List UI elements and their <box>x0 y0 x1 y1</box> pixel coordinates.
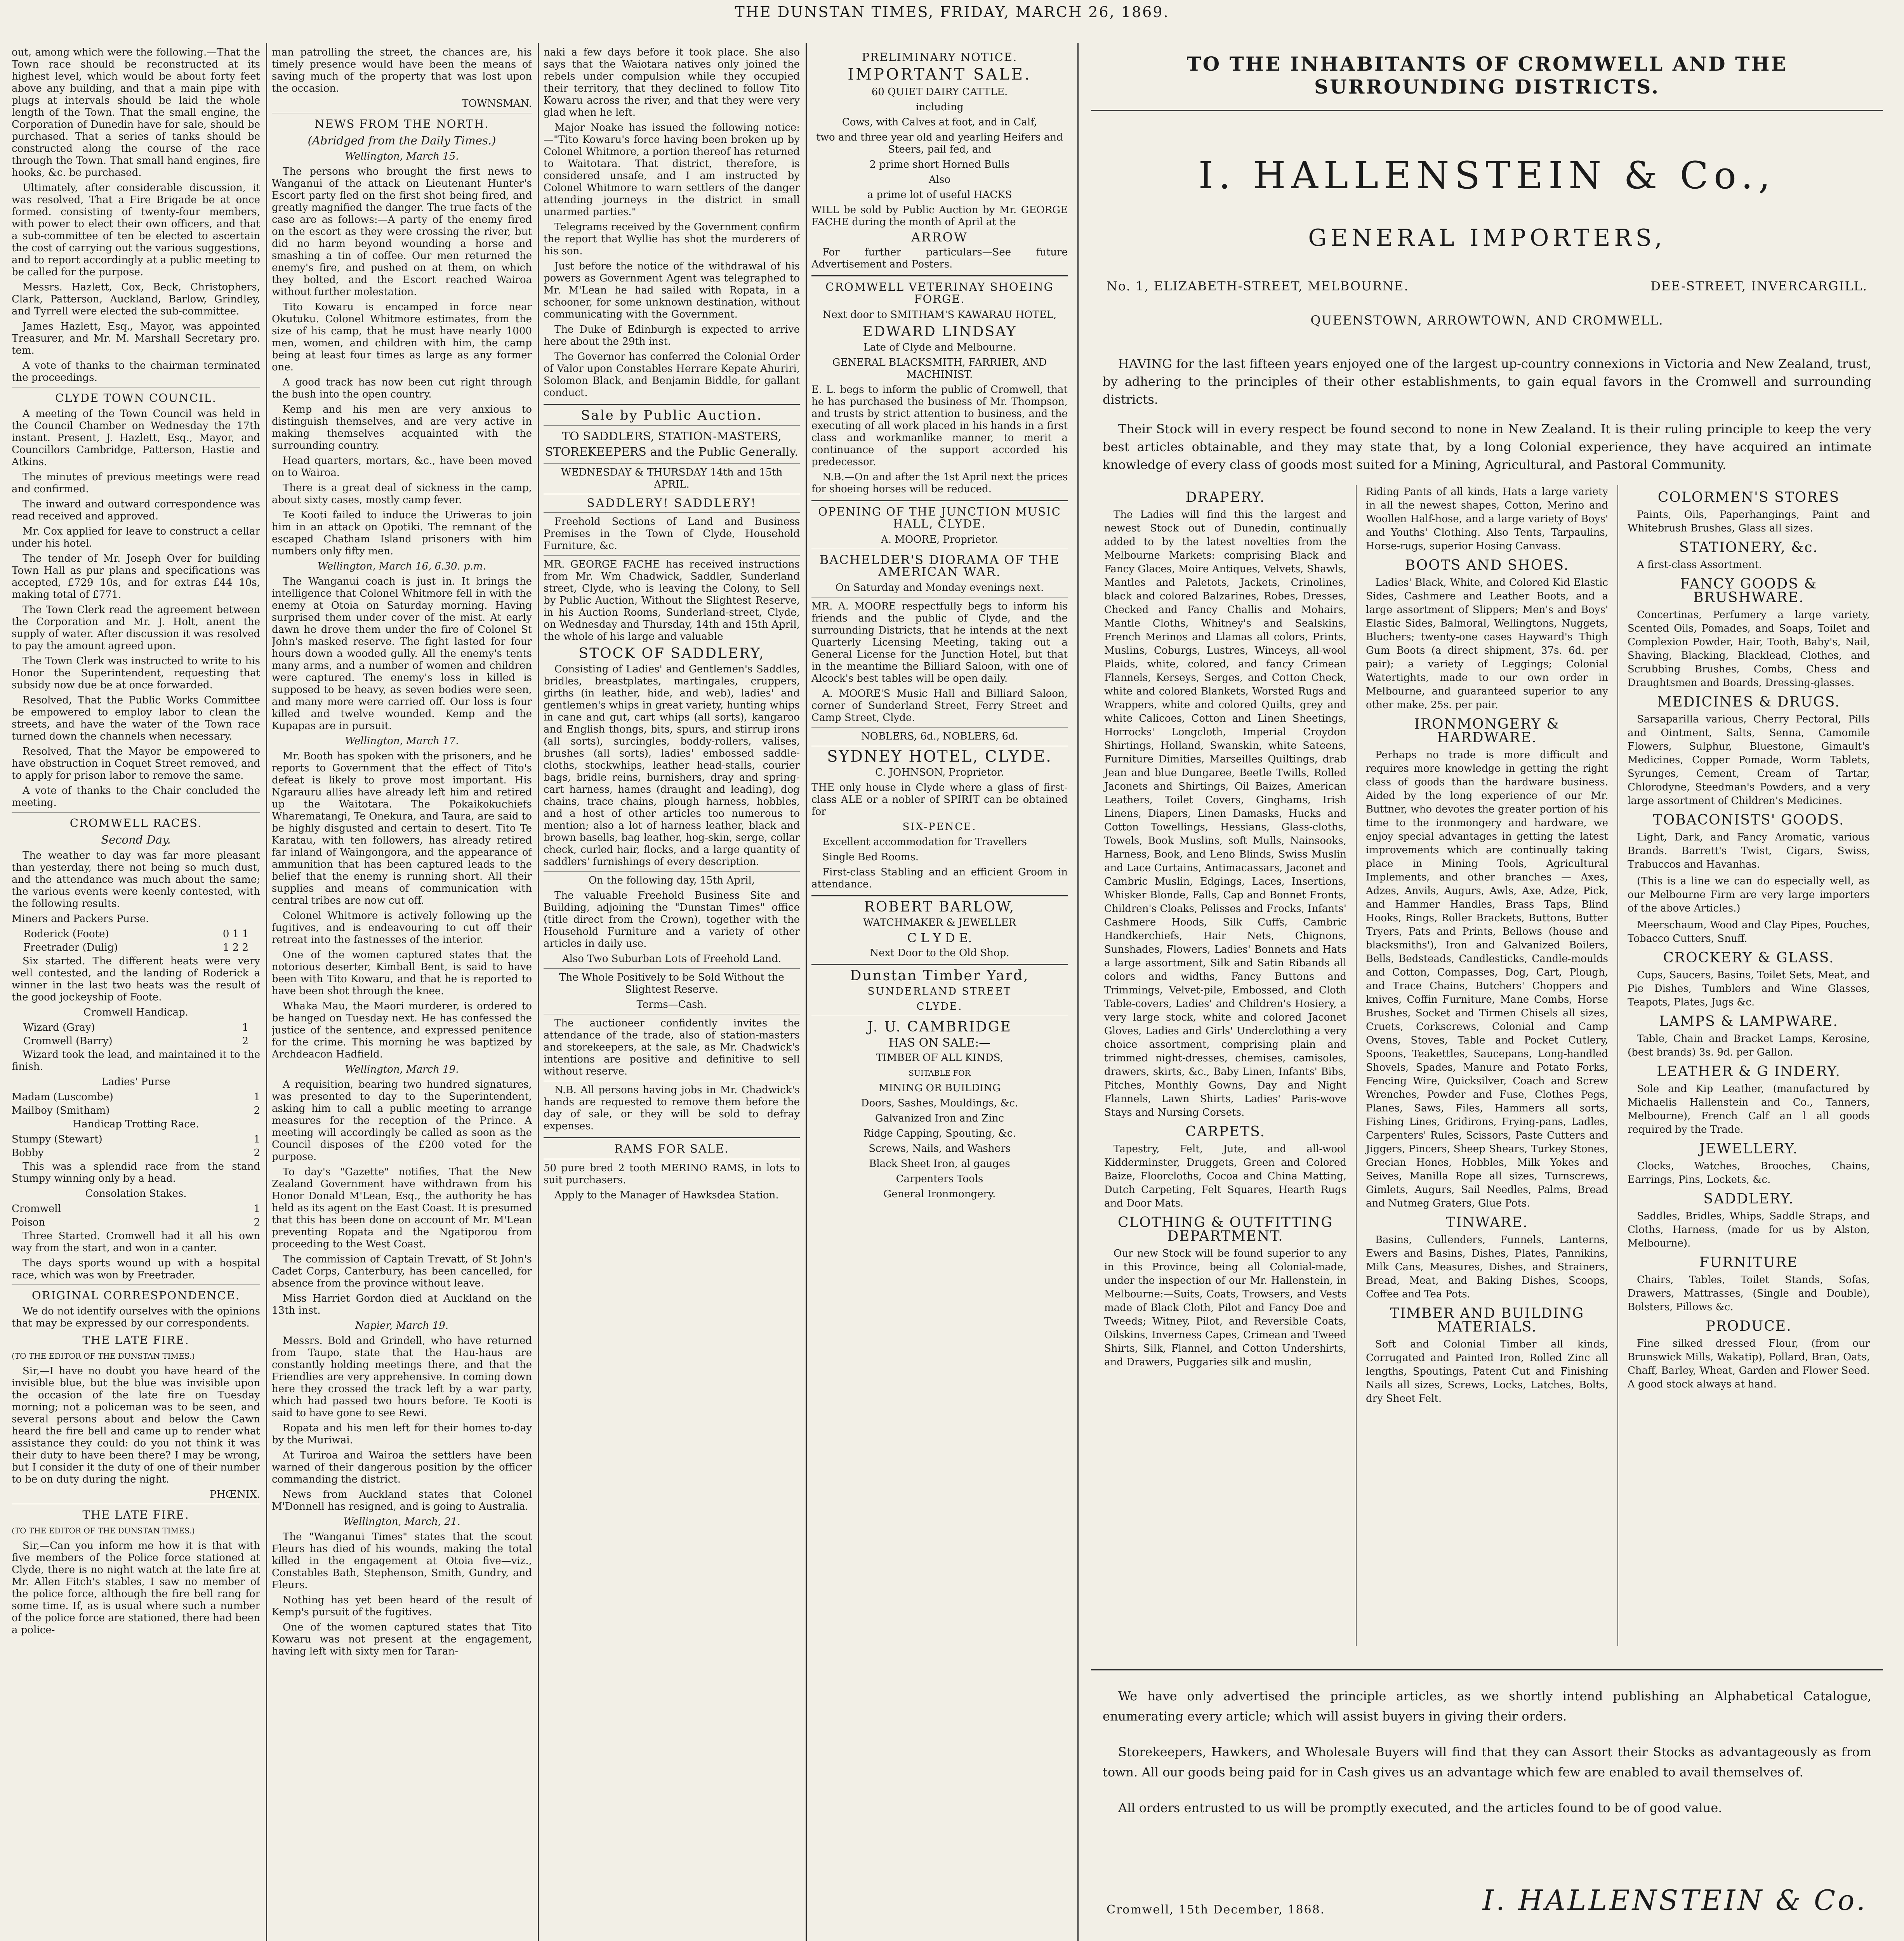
auction-dates: WEDNESDAY & THURSDAY 14th and 15th APRIL. <box>561 467 783 490</box>
paragraph: CLYDE. <box>916 1001 963 1012</box>
paragraph: The weather to day was far more pleasant than yesterday, there not being so much dust, and the attendance was much about the same; the various events were keenly contested, with the following results. <box>12 850 260 910</box>
section-heading: CARPETS. <box>1185 1124 1265 1140</box>
section-heading: PRODUCE. <box>1706 1318 1792 1334</box>
paragraph: man patrolling the street, the chances are, his timely presence would have been the means of saving much of the property that was lost upon the occasion. <box>272 47 532 94</box>
paragraph: Next door to SMITHAM'S KAWARAU HOTEL, <box>822 309 1057 321</box>
paragraph: This was a splendid race from the stand Stumpy winning only by a head. <box>12 1161 260 1184</box>
section-text: Table, Chain and Bracket Lamps, Kerosine, (best brands) 3s. 9d. per Gallon. <box>1628 1033 1870 1058</box>
dateline: Wellington, March 19. <box>345 1064 459 1075</box>
heading: CROMWELL RACES. <box>69 816 202 830</box>
column-3 <box>544 47 800 1941</box>
divider <box>544 463 800 464</box>
paragraph: WATCHMAKER & JEWELLER <box>863 917 1016 929</box>
paragraph: WILL be sold by Public Auction by Mr. GEORGE FACHE during the month of April at the <box>811 204 1068 228</box>
race-result: Cromwell (Barry) 2 <box>23 1035 248 1047</box>
heading: OPENING OF THE JUNCTION MUSIC HALL, CLYDE. <box>818 505 1061 530</box>
paragraph: Also <box>928 174 951 186</box>
list-item: Ridge Capping, Spouting, &c. <box>863 1128 1016 1139</box>
divider <box>544 404 800 405</box>
paragraph: Just before the notice of the withdrawal of his powers as Government Agent was telegraphed to Mr. M'Lean he had sailed with Ropata, in a schooner, for some unknown destination, without communicating with the Government. <box>544 260 800 320</box>
section-heading: CROCKERY & GLASS. <box>1663 950 1835 966</box>
paragraph: E. L. begs to inform the public of Cromwell, that he has purchased the business of Mr. Thompson, and trusts by strict attention to business, and the executing of all work placed in his hands in a first class and workmanlike manner, to merit a continuance of the support accorded his predecessor. <box>811 384 1068 468</box>
paragraph: MR. GEORGE FACHE has received instructions from Mr. Wm Chadwick, Saddler, Sunderland street, Clyde, who is leaving the Colony, to Sell by Public Auction, Without the Slightest Reserve, in his Auction Rooms, Sunderland-street, Clyde, on Wednesday and Thursday, 14th and 15th April, the whole of his large and valuable <box>544 559 800 642</box>
paragraph: At Turiroa and Wairoa the settlers have been warned of their dangerous position by the officer commanding the district. <box>272 1450 532 1485</box>
section-heading: TOBACONISTS' GOODS. <box>1653 812 1845 828</box>
closing-paragraph: All orders entrusted to us will be promptly executed, and the articles found to be of good value. <box>1118 1800 1722 1815</box>
race-result: Stumpy (Stewart) 1 <box>12 1134 260 1145</box>
paragraph: Messrs. Hazlett, Cox, Beck, Christophers, Clark, Patterson, Auckland, Barlow, Grindley, and Tyrrell were elected the sub-committee. <box>12 281 260 317</box>
race-result: Bobby 2 <box>12 1147 260 1159</box>
paragraph: C L Y D E. <box>907 931 972 945</box>
paragraph: One of the women captured states that Tito Kowaru was not present at the engagement, having left with sixty men for Taran- <box>272 1622 532 1657</box>
paragraph: Resolved, That the Public Works Committee be empowered to employ labor to clean the streets, and have the water of the Town race turned down the channels when necessary. <box>12 694 260 742</box>
paragraph: On Saturday and Monday evenings next. <box>835 582 1044 594</box>
section-heading: COLORMEN'S STORES <box>1657 490 1840 505</box>
heading: J. U. CAMBRIDGE <box>867 1019 1012 1035</box>
section-heading: CLOTHING & OUTFITTING DEPARTMENT. <box>1117 1215 1333 1244</box>
list-item: Screws, Nails, and Washers <box>869 1143 1011 1155</box>
column-1 <box>12 47 260 1941</box>
section-heading: STATIONERY, &c. <box>1679 540 1818 556</box>
section-text: Basins, Cullenders, Funnels, Lanterns, Ewers and Basins, Dishes, Plates, Pannikins, Milk Cans, Measures, Dishes, and Strainers, Bread, Meat, and Baking Dishes, Scoops, Coffee and Tea Pots. <box>1366 1234 1608 1300</box>
paragraph: Whaka Mau, the Maori murderer, is ordered to be hanged on Tuesday next. He has confessed the justice of the sentence, and expressed penitence for the crime. This morning he was baptized by Archdeacon Hadfield. <box>272 1000 532 1060</box>
paragraph: The "Wanganui Times" states that the scout Fleurs has died of his wounds, making the total killed in the engagement at Otoia five—viz., Constables Bath, Stephenson, Smith, Gundry, and Fleurs. <box>272 1531 532 1591</box>
list-item: Black Sheet Iron, al gauges <box>869 1158 1010 1170</box>
race-result: Madam (Luscombe) 1 <box>12 1091 260 1103</box>
subheading: (Abridged from the Daily Times.) <box>307 134 496 147</box>
section-text: Cups, Saucers, Basins, Toilet Sets, Meat, and Pie Dishes, Tumblers and Wine Glasses, Teapots, Plates, Jugs &c. <box>1628 969 1870 1008</box>
paragraph: Six started. The different heats were very well contested, and the landing of Roderick a winner in the last two heats was the result of the good jockeyship of Foote. <box>12 955 260 1003</box>
paragraph: THE only house in Clyde where a glass of first-class ALE or a nobler of SPIRIT can be obtained for <box>811 782 1068 818</box>
section-heading: LEATHER & G INDERY. <box>1657 1064 1841 1080</box>
divider <box>544 512 800 513</box>
paragraph: The persons who brought the first news to Wanganui of the attack on Lieutenant Hunter's Escort party fled on the first shot being fired, and greatly magnified the danger. The true facts of the case are as follows:—A party of the enemy fired on the escort as they were crossing the river, but did no harm beyond wounding a horse and smashing a tin of coffee. Our men returned the enemy's fire, and pushed on at them, on which they bolted, and the Escort reached Wairoa without further molestation. <box>272 166 532 298</box>
paragraph: C. JOHNSON, Proprietor. <box>875 767 1004 778</box>
race-result: Poison 2 <box>12 1217 260 1228</box>
heading: THE LATE FIRE. <box>82 1333 189 1347</box>
paragraph: Miss Harriet Gordon died at Auckland on the 13th inst. <box>272 1293 532 1316</box>
firm-name: I. HALLENSTEIN & Co., <box>1198 154 1776 197</box>
goods-column-2 <box>1356 485 1617 1646</box>
column-rule <box>1077 43 1079 1941</box>
list-item: Doors, Sashes, Mouldings, &c. <box>861 1097 1018 1109</box>
column-2 <box>272 47 532 1941</box>
section-text: Perhaps no trade is more difficult and requires more knowledge in getting the right class of goods than the hardware business. Aided by the long experience of our Mr. Buttner, who devotes the greater portion of his time to the ironmongery and hardware, we enjoy special advantages in getting the latest improvements which are continually taking place in Mining Tools, Agricultural Implements, and other branches — Axes, Adzes, Anvils, Augurs, Awls, Axe, Adze, Pick, and Hammer Handles, Brass Taps, Blind Hooks, Rings, Roller Brackets, Buttons, Butter Tryers, Pats and Prints, Bellows (house and blacksmiths'), Iron and Galvanized Boilers, Bells, Bedsteads, Candlesticks, Candle-moulds and Cotton, Compasses, Dog, Cart, Plough, and Trace Chains, Butchers' Choppers and knives, Coffin Furniture, Mane Combs, Horse Brushes, Socket and Tirmen Chisels all sizes, Cruets, Corkscrews, Colonial and Camp Ovens, Stoves, Table and Pocket Cutlery, Spoons, Teakettles, Saucepans, Long-handled Shovels, Spades, Manure and Potato Forks, Fencing Wire, Quicksilver, Coach and Screw Wrenches, Powder and Fuse, Clothes Pegs, Planes, Saws, Files, Hammers all sorts, Fishing Lines, Gridirons, Frying-pans, Ladles, Carpenters' Rules, Scissors, Paste Cutters and Jiggers, Pincers, Sheep Shears, Turkey Stones, Grecian Hones, Hobbles, Milk Yokes and Seives, Manilla Rope all sizes, Turnscrews, Gimlets, Augurs, Sail Needles, Palms, Bread and Nutmeg Graters, Glue Pots. <box>1366 749 1608 1209</box>
paragraph: Single Bed Rooms. <box>822 851 919 863</box>
divider <box>811 964 1068 965</box>
column-rule <box>806 43 807 1941</box>
paragraph: The Governor has conferred the Colonial Order of Valor upon Constables Herrare Kepate Ahuriri, Solomon Black, and Benjamin Biddle, for gallant conduct. <box>544 351 800 399</box>
branch-towns: QUEENSTOWN, ARROWTOWN, AND CROMWELL. <box>1310 313 1664 328</box>
section-text: Clocks, Watches, Brooches, Chains, Earrings, Pins, Lockets, &c. <box>1628 1160 1870 1186</box>
divider <box>811 275 1068 276</box>
race-title: Consolation Stakes. <box>85 1188 187 1200</box>
section-text: Meerschaum, Wood and Clay Pipes, Pouches, Tobacco Cutters, Snuff. <box>1628 919 1870 944</box>
dateline: Wellington, March 17. <box>345 735 459 747</box>
divider <box>811 895 1068 896</box>
paragraph: To day's "Gazette" notifies, That the New Zealand Government have withdrawn from his Honor Donald M'Lean, Esq., the authority he has held as its agent on the East Coast. It is presumed that this has been done on account of Mr. M'Lean preventing Ropata and the Ngatiporou from proceeding to the West Coast. <box>272 1166 532 1250</box>
paragraph: Three Started. Cromwell had it all his own way from the start, and won in a canter. <box>12 1230 260 1254</box>
divider <box>544 871 800 872</box>
heading: ORIGINAL CORRESPONDENCE. <box>31 1289 240 1302</box>
section-heading: IRONMONGERY & HARDWARE. <box>1414 716 1560 746</box>
hallenstein-advertisement <box>1091 45 1883 1941</box>
heading: Dunstan Timber Yard, <box>850 968 1029 984</box>
paragraph: Ropata and his men left for their homes to-day by the Muriwai. <box>272 1422 532 1446</box>
paragraph: The minutes of previous meetings were read and confirmed. <box>12 471 260 495</box>
ad-signature-block <box>1107 1884 1868 1917</box>
section-text: Paints, Oils, Paperhangings, Paint and Whitebrush Brushes, Glass all sizes. <box>1628 509 1870 534</box>
race-title: Ladies' Purse <box>101 1076 170 1088</box>
divider <box>811 500 1068 501</box>
paragraph: Ultimately, after considerable discussion, it was resolved, That a Fire Brigade be at once formed. consisting of twenty-four members, with power to elect their own officers, and that a sub-committee of ten be elected to ascertain the cost of carrying out the various suggestions, and to report accordingly at a public meeting to be called for the purpose. <box>12 182 260 278</box>
divider <box>544 555 800 556</box>
paragraph: The Duke of Edinburgh is expected to arrive here about the 29th inst. <box>544 324 800 347</box>
paragraph: A. MOORE, Proprietor. <box>881 534 998 545</box>
paragraph: 60 QUIET DAIRY CATTLE. <box>871 86 1008 98</box>
dateline: Wellington, March, 21. <box>343 1516 460 1528</box>
section-text: Saddles, Bridles, Whips, Saddle Straps, and Cloths, Harness, (made for us by Alston, Melbourne). <box>1628 1210 1870 1249</box>
paragraph: Mr. Cox applied for leave to construct a cellar under his hotel. <box>12 526 260 549</box>
closing-paragraph: We have only advertised the principle articles, as we shortly intend publishing an Alphabetical Catalogue, enumerating every article; which will assist buyers in giving their orders. <box>1103 1689 1871 1724</box>
location: ARROW <box>911 230 968 245</box>
section-heading: LAMPS & LAMPWARE. <box>1659 1014 1838 1030</box>
paragraph: Sir,—Can you inform me how it is that with five members of the Police force stationed at Clyde, there is no night watch at the late fire at Mr. Allen Fitch's stables, I saw no member of the police force, although the fire bell rang for some time. If, as is usual where such a number of the police force are stationed, there had been a police- <box>12 1540 260 1636</box>
paragraph: HAS ON SALE:— <box>888 1036 991 1050</box>
paragraph: Messrs. Bold and Grindell, who have returned from Taupo, state that the Hau-haus are constantly holding meetings there, and that the Friendlies are very apprehensive. In coming down here they crossed the track left by a war party, which had passed two hours before. Te Kooti is said to have gone to see Rewi. <box>272 1335 532 1419</box>
paragraph: Cows, with Calves at foot, and in Calf, <box>842 116 1037 128</box>
paragraph: A meeting of the Town Council was held in the Council Chamber on Wednesday the 17th instant. Present, J. Hazlett, Esq., Mayor, and Councillors Cambridge, Patterson, Hastie and Atkins. <box>12 408 260 468</box>
dateline: Napier, March 19. <box>355 1320 449 1332</box>
race-title: Cromwell Handicap. <box>83 1007 189 1018</box>
paragraph: The Town Clerk read the agreement between the Corporation and Mr. J. Holt, anent the supply of water. After discussion it was resolved to pay the amount agreed upon. <box>12 604 260 652</box>
section-heading: TIMBER AND BUILDING MATERIALS. <box>1390 1306 1584 1335</box>
paragraph: One of the women captured states that the notorious deserter, Kimball Bent, is said to have been with Tito Kowaru, and that he is reported to have been shot through the knee. <box>272 949 532 997</box>
heading: Sale by Public Auction. <box>581 408 763 423</box>
section-heading: FURNITURE <box>1699 1255 1798 1271</box>
address-line <box>1107 279 1868 293</box>
section-text: Chairs, Tables, Toilet Stands, Sofas, Drawers, Mattrasses, (Single and Double), Bolsters, Pillows &c. <box>1628 1274 1870 1313</box>
race-result: Cromwell 1 <box>12 1203 260 1215</box>
section-heading: DRAPERY. <box>1185 490 1265 505</box>
paragraph: 50 pure bred 2 tooth MERINO RAMS, in lots to suit purchasers. <box>544 1162 800 1186</box>
section-text: Fine silked dressed Flour, (from our Brunswick Mills, Wakatip), Pollard, Bran, Oats, Chaff, Barley, Wheat, Garden and Flower Seed. A good stock always at hand. <box>1628 1338 1870 1390</box>
heading: PRELIMINARY NOTICE. <box>862 50 1018 64</box>
paragraph: We do not identify ourselves with the opinions that may be expressed by our correspondents. <box>12 1306 260 1329</box>
editor-line: (TO THE EDITOR OF THE DUNSTAN TIMES.) <box>12 1351 195 1361</box>
paragraph: TIMBER OF ALL KINDS, <box>876 1052 1003 1064</box>
heading: BACHELDER'S DIORAMA OF THE AMERICAN WAR. <box>819 552 1060 579</box>
paragraph: News from Auckland states that Colonel M'Donnell has resigned, and is going to Australia. <box>272 1489 532 1512</box>
heading: SYDNEY HOTEL, CLYDE. <box>827 748 1052 766</box>
intro-paragraph: Their Stock will in every respect be found second to none in New Zealand. It is their ruling principle to keep the very best articles obtainable, and they may state that, by a long Colonial experience, they have acquired an intimate knowledge of every class of goods most suited for a Mining, Agricultural, and Pastoral Community. <box>1103 422 1871 472</box>
section-text: (This is a line we can do especially well, as our Melbourne Firm are very large importers of the above Articles.) <box>1628 875 1870 914</box>
section-heading: JEWELLERY. <box>1699 1141 1798 1157</box>
paragraph: Nothing has yet been heard of the result of Kemp's pursuit of the fugitives. <box>272 1594 532 1618</box>
race-title: Miners and Packers Purse. <box>12 913 149 925</box>
subheading: Second Day. <box>101 833 171 846</box>
paragraph: Next Door to the Old Shop. <box>870 947 1009 959</box>
heading: EDWARD LINDSAY <box>862 324 1017 340</box>
heading: CLYDE TOWN COUNCIL. <box>55 391 217 405</box>
paragraph: James Hazlett, Esq., Mayor, was appointed Treasurer, and Mr. M. Marshall Secretary pro. tem. <box>12 321 260 356</box>
paragraph: MINING OR BUILDING <box>878 1082 1001 1094</box>
section-text: Ladies' Black, White, and Colored Kid Elastic Sides, Cashmere and Leather Boots, and a large assortment of Slippers; Men's and Boys' Elastic Sides, Balmoral, Wellingtons, Nuggets, Bluchers; twenty-one cases Hayward's Thigh Gum Boots (a direct shipment, 37s. 6d. per pair); a variety of Leggings; Colonial Watertights, made to our own order in Melbourne, and guaranteed superior to any other make, 25s. per pair. <box>1366 577 1608 711</box>
paragraph: The Whole Positively to be Sold Without the Slightest Reserve. <box>559 972 784 995</box>
heading: THE LATE FIRE. <box>82 1508 189 1521</box>
race-result: Roderick (Foote) 0 1 1 <box>23 928 248 940</box>
paragraph: The Wanganui coach is just in. It brings the intelligence that Colonel Whitmore fell in with the enemy at Otoia on Saturday morning. Having surprised them under cover of the mist. At early dawn he drove them under the fire of Colonel St John's masked reserve. The fight lasted for four hours down a wooded gully. All the enemy's tents many arms, and a number of women and children were captured. The enemy's loss in killed is supposed to be heavy, as seven bodies were seen, and many more were carried off. Our loss is four killed and twelve wounded. Kemp and the Kupapas are in pursuit. <box>272 576 532 732</box>
paragraph: GENERAL BLACKSMITH, FARRIER, AND MACHINIST. <box>832 357 1047 380</box>
divider <box>544 1137 800 1138</box>
paragraph: The days sports wound up with a hospital race, which was won by Freetrader. <box>12 1257 260 1281</box>
paragraph: Kemp and his men are very anxious to distinguish themselves, and are very active in making themselves acquainted with the surrounding country. <box>272 404 532 451</box>
section-text: Concertinas, Perfumery a large variety, Scented Oils, Pomades, and Soaps, Toilet and Complexion Powder, Hair, Tooth, Baby's, Nail, Shaving, Blacking, Blacklead, Clothes, and Scrubbing Brushes, Combs, Chess and Draughtsmen and Boards, Dressing-glasses. <box>1628 609 1870 689</box>
signature: PHŒNIX. <box>210 1489 260 1500</box>
ad-title: TO THE INHABITANTS OF CROMWELL AND THE SURROUNDING DISTRICTS. <box>1187 52 1788 98</box>
intro-paragraph: HAVING for the last fifteen years enjoyed one of the largest up-country connexions in Victoria and New Zealand, trust, by adhering to the principles of their other establishments, to gain equal favors in the Cromwell and surrounding districts. <box>1103 356 1871 407</box>
paragraph: Te Kooti failed to induce the Uriweras to join him in an attack on Opotiki. The remnant of the escaped Chatham Island prisoners with him numbers only fifty men. <box>272 509 532 557</box>
paragraph: MR. A. MOORE respectfully begs to inform his friends and the public of Clyde, and the surrounding Districts, that he intends at the next Quarterly Licensing Meeting, taking out a General License for the Junction Hotel, but that in the meantime the Billiard Saloon, with one of Alcock's best tables will be open daily. <box>811 601 1068 684</box>
divider <box>1091 1669 1883 1670</box>
paragraph: N.B.—On and after the 1st April next the prices for shoeing horses will be reduced. <box>811 471 1068 495</box>
section-text: A first-class Assortment. <box>1637 559 1762 571</box>
column-4 <box>811 47 1068 1941</box>
section-heading: SADDLERY. <box>1703 1191 1794 1207</box>
paragraph: Resolved, That the Mayor be empowered to have obstruction in Coquet Street removed, and to apply for prison labor to remove the same. <box>12 746 260 781</box>
paragraph: Head quarters, mortars, &c., have been moved on to Wairoa. <box>272 455 532 479</box>
goods-column-3 <box>1617 485 1879 1646</box>
divider <box>1091 110 1883 111</box>
paragraph: Sir,—I have no doubt you have heard of the invisible blue, but the blue was invisible upon the occasion of the late fire on Tuesday morning; not a policeman was to be seen, and several persons about and below the Cawn heard the fire bell and came up to render what assistance they could: do you not think it was their duty to have been there? I may be wrong, but I consider it the duty of one of their number to be on duty during the night. <box>12 1365 260 1485</box>
address-left: No. 1, ELIZABETH-STREET, MELBOURNE. <box>1107 279 1409 293</box>
paragraph: Colonel Whitmore is actively following up the fugitives, and is endeavouring to cut off their retreat into the fastnesses of the interior. <box>272 910 532 946</box>
section-text: Sole and Kip Leather, (manufactured by Michaelis Hallenstein and Co., Tanners, Melbourne), French Calf an l all goods required by the Trade. <box>1628 1083 1870 1135</box>
paragraph: The inward and outward correspondence was read received and approved. <box>12 498 260 522</box>
paragraph: Tito Kowaru is encamped in force near Okutuku. Colonel Whitmore estimates, from the size of his camp, that he must have nearly 1000 men, women, and children with him, the camp being at least four times as large as any former one. <box>272 301 532 373</box>
heading: ROBERT BARLOW, <box>864 899 1015 915</box>
paragraph: Also Two Suburban Lots of Freehold Land. <box>562 953 782 965</box>
paragraph: N.B. All persons having jobs in Mr. Chadwick's hands are requested to remove them before the day of sale, or they will be sold to defray expenses. <box>544 1084 800 1132</box>
page-masthead: THE DUNSTAN TIMES, FRIDAY, MARCH 26, 1869. <box>735 3 1169 21</box>
divider <box>544 425 800 426</box>
section-text: Riding Pants of all kinds, Hats a large variety in all the newest shapes, Cotton, Merino and Woollen Half-hose, and a large variety of Boys' and Youths' Clothing. Also Tents, Tarpaulins, Horse-rugs, superior Hosing Canvass. <box>1366 486 1608 552</box>
closing-paragraph: Storekeepers, Hawkers, and Wholesale Buyers will find that they can Assort their Stocks as advantageously as from town. All our goods being paid for in Cash gives us an advantage which few are enabled to avail themselves of. <box>1103 1745 1871 1780</box>
paragraph: The auctioneer confidently invites the attendance of the trade, also of station-masters and storekeepers, at the sale, as Mr. Chadwick's intentions are positive and definitive to sell without reserve. <box>544 1017 800 1077</box>
race-result: Wizard (Gray) 1 <box>23 1022 248 1033</box>
paragraph: SIX-PENCE. <box>902 821 977 833</box>
signature: TOWNSMAN. <box>462 98 532 109</box>
section-text: The Ladies will find this the largest and newest Stock out of Dunedin, continually added to by the latest novelties from the Melbourne Markets: comprising Black and Fancy Glaces, Moire Antiques, Velvets, Shawls, Mantles and Paletots, Jackets, Crinolines, black and colored Balzarines, Robes, Dresses, Checked and Fancy Challis and Mohairs, Mantle Cloths, Whitney's and Sealskins, French Merinos and Llamas all colors, Prints, Muslins, Coburgs, Lustres, Winceys, all-wool Plaids, white, colored, and fancy Crimean Flannels, Kerseys, Serges, and Cotton Check, white and colored Blankets, Worsted Rugs and Wrappers, white and colored Quilts, grey and white Calicoes, Cotton and Linen Sheetings, Horrocks' Longcloth, Imperial Croydon Shirtings, Holland, Swanskin, white Sateens, Furniture Dimities, Marseilles Quiltings, drab Jean and blue Dungaree, Beetle Twills, Rolled Jaconets and Shirtings, Oil Baizes, American Leathers, Toilet Covers, Ginghams, Irish Linens, Diapers, Linen Damasks, Hucks and Cotton Towellings, Hessians, Glass-cloths, Towels, Book Muslins, soft Mulls, Nainsooks, Harness, Book, and Leno Blinds, Swiss Muslin and Lace Curtains, Antimacassars, Jaconet and Cambric Muslin, Edgings, Laces, Insertions, Whisker Blonde, Falls, Cap and Bonnet Fronts, Children's Cloaks, Pelisses and Frocks, Infants' Cashmere Hoods, Silk Cuffs, Cambric Handkerchiefs, Hair Nets, Chignons, Sunshades, Flowers, Ladies' Bonnets and Hats a large assortment, Silk and Satin Ribands all colors and widths, Fancy Buttons and Trimmings, Velvet-pile, Embossed, and Cloth Table-covers, Ladies' and Children's Hosiery, a very large stock, white and colored Jaconet Gloves, Ladies and Girls' Underclothing a very choice assortment, comprising plain and trimmed night-dresses, chemises, camisoles, drawers, skirts, &c., Baby Linen, Infants' Bibs, Pitches, Monthly Gowns, Day and Night Flannels, Lawn Shirts, Ladies' Paris-wove Stays and Nursing Corsets. <box>1104 509 1346 1118</box>
paragraph: a prime lot of useful HACKS <box>867 189 1012 201</box>
goods-column-1 <box>1095 485 1356 1646</box>
paragraph: A vote of thanks to the chairman terminated the proceedings. <box>12 360 260 384</box>
dateline: Wellington, March 15. <box>345 151 459 162</box>
column-rule <box>266 43 267 1941</box>
race-result: Freetrader (Dulig) 1 2 2 <box>23 942 248 953</box>
paragraph: First-class Stabling and an efficient Groom in attendance. <box>811 866 1068 890</box>
paragraph: The tender of Mr. Joseph Over for building Town Hall as pur plans and specifications was accepted, £729 10s, and for extras £44 10s, making total of £771. <box>12 553 260 601</box>
paragraph: For further particulars—See future Advertisement and Posters. <box>811 247 1068 270</box>
column-rule <box>538 43 539 1941</box>
paragraph: On the following day, 15th April, <box>588 875 755 886</box>
section-text: Our new Stock will be found superior to any in this Province, being all Colonial-made, under the inspection of our Mr. Hallenstein, in Melbourne:—Suits, Coats, Trowsers, and Vests made of Black Cloth, Pilot and Fancy Doe and Tweeds; Witney, Pilot, and Reversible Coats, Oilskins, Inverness Capes, Crimean and Tweed Shirts, Silk, Flannel, and Cotton Undershirts, and Drawers, Puggaries silk and muslin, <box>1104 1248 1346 1368</box>
paragraph: Apply to the Manager of Hawksdea Station. <box>554 1189 779 1201</box>
paragraph: naki a few days before it took place. She also says that the Waiotara natives only joined the rebels under compulsion while they occupied their territory, that they declined to follow Tito Kowaru across the river, and that they were very glad when he left. <box>544 47 800 118</box>
dateline: Wellington, March 16, 6.30. p.m. <box>318 561 486 572</box>
paragraph: Freehold Sections of Land and Business Premises in the Town of Clyde, Household Furniture, &c. <box>544 516 800 552</box>
section-heading: TINWARE. <box>1446 1215 1528 1231</box>
list-item: General Ironmongery. <box>883 1188 996 1200</box>
race-result: Mailboy (Smitham) 2 <box>12 1105 260 1116</box>
section-heading: BOOTS AND SHOES. <box>1405 557 1569 573</box>
address-right: DEE-STREET, INVERCARGILL. <box>1650 279 1868 293</box>
section-text: Sarsaparilla various, Cherry Pectoral, Pills and Ointment, Salts, Senna, Camomile Flowers, Sulphur, Bluestone, Gimault's Medicines, Copper Pomade, Worm Tablets, Syrunges, Cement, Cream of Tartar, Chlorodyne, Steedman's Powders, and a very large assortment of Children's Medicines. <box>1628 714 1870 807</box>
list-item: Carpenters Tools <box>896 1173 983 1185</box>
section-text: Soft and Colonial Timber all kinds, Corrugated and Painted Iron, Rolled Zinc all lengths, Spoutings, Patent Cut and Finishing Nails all sizes, Screws, Locks, Latches, Bolts, dry Sheet Felt. <box>1366 1339 1608 1405</box>
paragraph: The valuable Freehold Business Site and Building, adjoining the "Dunstan Times" office (title direct from the Crown), together with the Household Furniture and a variety of other articles in daily use. <box>544 890 800 950</box>
paragraph: Excellent accommodation for Travellers <box>822 836 1027 848</box>
race-title: Handicap Trotting Race. <box>73 1118 199 1130</box>
paragraph: out, among which were the following.—That the Town race should be reconstructed at its highest level, which would be about forty feet above any building, and that a main pipe with plugs at intervals should be laid the whole length of the Town. That the small engine, the Corporation of Dunedin have for sale, should be purchased. That a series of tanks should be constructed along the course of the race through the Town. That small hand engines, fire hooks, &c. be purchased. <box>12 47 260 179</box>
terms: Terms—Cash. <box>636 999 707 1010</box>
paragraph: including <box>916 101 964 113</box>
paragraph: A requisition, bearing two hundred signatures, was presented to day to the Superintendent, asking him to call a public meeting to arrange measures for the reception of the Prince. A meeting will accordingly be called as soon as the Council disposes of the £200 voted for the purpose. <box>272 1079 532 1163</box>
paragraph: The Town Clerk was instructed to write to his Honor the Superintendent, requesting that subsidy now due be at once forwarded. <box>12 655 260 691</box>
paragraph: A vote of thanks to the Chair concluded the meeting. <box>12 785 260 809</box>
paragraph: two and three year old and yearling Heifers and Steers, pail fed, and <box>816 132 1063 155</box>
ad-date: Cromwell, 15th December, 1868. <box>1107 1903 1325 1917</box>
paragraph: There is a great deal of sickness in the camp, about sixty cases, mostly camp fever. <box>272 482 532 506</box>
auction-audience: TO SADDLERS, STATION-MASTERS, STOREKEEPERS and the Public Generally. <box>545 430 799 459</box>
paragraph: Major Noake has issued the following notice:—"Tito Kowaru's force having been broken up by Colonel Whitmore, a portion thereof has returned to Waitotara. That district, therefore, is considered unsafe, and I am instructed by Colonel Whitmore to warn settlers of the danger attending journeys in the district in small unarmed parties." <box>544 122 800 218</box>
ad-signature: I. HALLENSTEIN & Co. <box>1482 1884 1868 1917</box>
paragraph: Consisting of Ladies' and Gentlemen's Saddles, bridles, breastplates, martingales, cruppers, girths (in leather, hide, and web), ladies' and gentlemen's whips in great variety, hunting whips in cane and gut, cart whips (all sorts), kangaroo and English thongs, bits, spurs, and stirrup irons (all sorts), surcingles, boddy-rollers, valises, brushes (all sorts), ladies' embossed saddle-cloths, stockwhips, leather head-stalls, courier bags, bridle reins, burnishers, dray and spring-cart harness, hames (draught and leading), dog chains, trace chains, plough harness, hobbles, and a host of other articles too numerous to mention; also a lot of harness leather, black and brown basells, bag leather, hog-skin, serge, collar check, curled hair, flocks, and a large quantity of saddlers' furnishings of every description. <box>544 663 800 868</box>
paragraph: Late of Clyde and Melbourne. <box>863 342 1016 353</box>
section-text: Light, Dark, and Fancy Aromatic, various Brands. Barrett's Twist, Cigars, Swiss, Trabuccos and Havanhas. <box>1628 832 1870 870</box>
paragraph: A good track has now been cut right through the bush into the open country. <box>272 377 532 400</box>
firm-subtitle: GENERAL IMPORTERS, <box>1308 224 1666 252</box>
auction-banner: SADDLERY! SADDLERY! <box>587 497 757 510</box>
paragraph: Mr. Booth has spoken with the prisoners, and he reports to Government that the effect of Tito's defeat is likely to prove most important. His Ngarauru allies have already left him and retired up the Waitotara. The Pokaikokuchiefs Wharematangi, Te Onekura, and Taura, are said to be highly disgusted and certain to desert. Tito Te Karatau, with ten followers, has already retired far inland of Waingongora, and the appearance of ammunition that has been captured leads to the belief that the enemy is running short. All their supplies and means of communication with central tribes are now cut off. <box>272 750 532 906</box>
heading: IMPORTANT SALE. <box>848 66 1032 83</box>
section-heading: MEDICINES & DRUGS. <box>1657 694 1840 710</box>
editor-line: (TO THE EDITOR OF THE DUNSTAN TIMES.) <box>12 1526 195 1535</box>
list-item: Galvanized Iron and Zinc <box>875 1113 1004 1124</box>
heading: NEWS FROM THE NORTH. <box>314 117 489 130</box>
divider <box>544 968 800 969</box>
section-heading: FANCY GOODS & BRUSHWARE. <box>1680 576 1817 606</box>
paragraph: The commission of Captain Trevatt, of St John's Cadet Corps, Canterbury, has been cancelled, for absence from the province without leave. <box>272 1253 532 1289</box>
paragraph: SUITABLE FOR <box>909 1068 971 1078</box>
paragraph: Wizard took the lead, and maintained it to the finish. <box>12 1049 260 1073</box>
goods-columns <box>1095 485 1879 1646</box>
paragraph: SUNDERLAND STREET <box>867 986 1012 997</box>
heading: RAMS FOR SALE. <box>614 1142 729 1155</box>
heading: STOCK OF SADDLERY, <box>578 646 765 661</box>
section-text: Tapestry, Felt, Jute, and all-wool Kidderminster, Druggets, Green and Colored Baize, Floorcloths, Cocoa and China Matting, Dutch Carpeting, Felt Squares, Hearth Rugs and Door Mats. <box>1104 1143 1346 1209</box>
paragraph: A. MOORE'S Music Hall and Billiard Saloon, corner of Sunderland Street, Ferry Street and Camp Street, Clyde. <box>811 688 1068 724</box>
divider <box>12 812 260 813</box>
paragraph: Telegrams received by the Government confirm the report that Wyllie has shot the murderers of his son. <box>544 221 800 257</box>
heading: CROMWELL VETERINAY SHOEING FORGE. <box>825 280 1054 306</box>
paragraph: NOBLERS, 6d., NOBLERS, 6d. <box>861 731 1018 742</box>
paragraph: 2 prime short Horned Bulls <box>869 159 1010 170</box>
